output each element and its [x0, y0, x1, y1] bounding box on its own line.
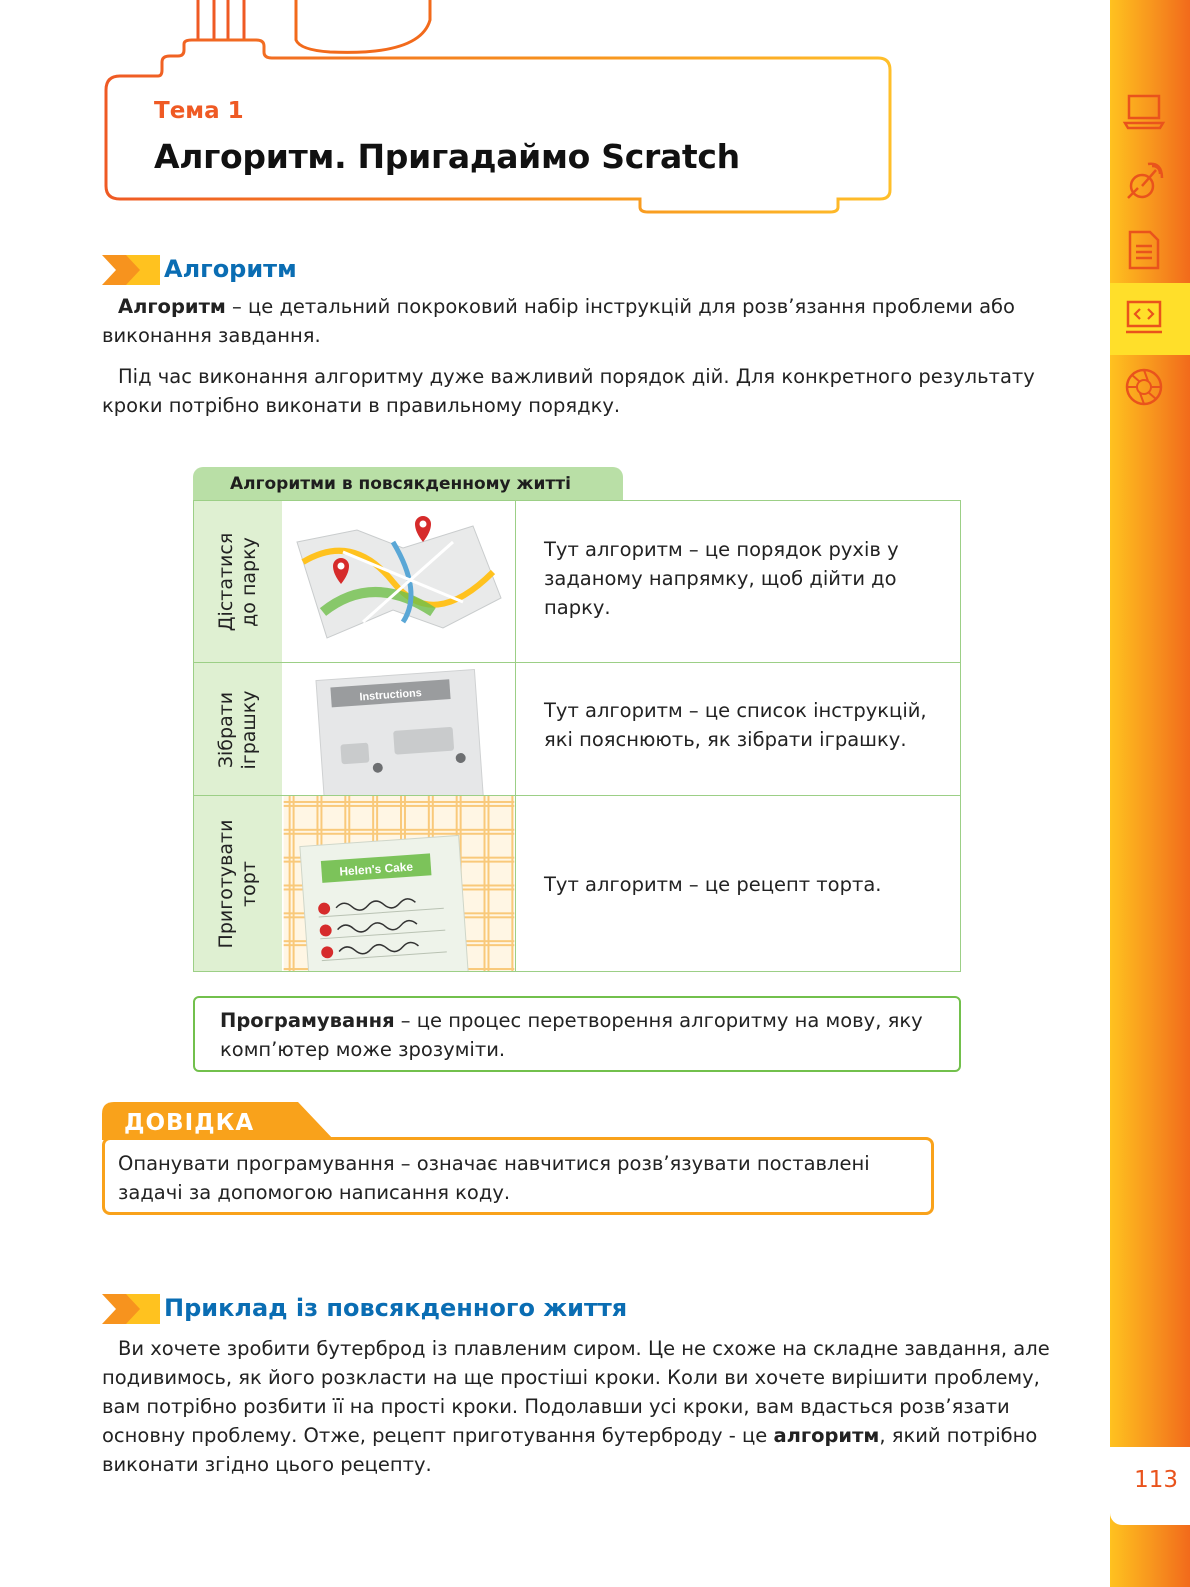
- code-icon[interactable]: [1122, 296, 1166, 340]
- row-description: Тут алгоритм – це рецепт торта.: [544, 873, 882, 896]
- table-caption: Алгоритми в повсякденному житті: [230, 474, 571, 494]
- laptop-icon[interactable]: [1122, 90, 1166, 134]
- reference-title: ДОВІДКА: [124, 1110, 255, 1136]
- satellite-icon[interactable]: [1122, 160, 1166, 204]
- reference-text: Опанувати програмування – означає навчитися розв’язувати поставлені задачі за допомогою написання коду.: [118, 1152, 870, 1204]
- term-algorithm-inline: алгоритм: [773, 1424, 880, 1447]
- table-row: [194, 795, 960, 971]
- park-map-image: [283, 501, 516, 663]
- paragraph-order: Під час виконання алгоритму дуже важливий порядок дій. Для конкретного результату кроки потрібно виконати в правильному порядку.: [102, 365, 1035, 417]
- definition-text: – це детальний покроковий набір інструкцій для розв’язання проблеми або виконання завдання.: [102, 295, 1015, 347]
- page-title: Алгоритм. Пригадаймо Scratch: [154, 137, 740, 176]
- instructions-caption: Instructions: [359, 687, 423, 704]
- term-algorithm: Алгоритм: [118, 295, 226, 318]
- camera-shutter-icon[interactable]: [1122, 365, 1166, 409]
- page-number-box: [1110, 1447, 1190, 1525]
- page-number: 113: [1134, 1467, 1178, 1493]
- row-description: Тут алгоритм – це порядок рухів у заданому напрямку, щоб дійти до парку.: [544, 538, 899, 619]
- topic-label: Тема 1: [154, 98, 244, 124]
- cake-recipe-image: [283, 796, 516, 971]
- section-flag-icon: [102, 255, 160, 285]
- row-label: Дістатися до парку: [215, 532, 260, 632]
- section-title-example: Приклад із повсякденного життя: [164, 1294, 628, 1322]
- document-icon[interactable]: [1122, 228, 1166, 272]
- programming-definition: Програмування – це процес перетворення алгоритму на мову, яку комп’ютер може зрозуміти.: [220, 1009, 923, 1061]
- toy-instructions-image: [283, 663, 516, 796]
- table-row: [194, 501, 960, 663]
- row-label: Зібрати іграшку: [215, 689, 260, 770]
- paragraph-algorithm-definition: [102, 292, 1042, 350]
- algorithms-table: [193, 500, 961, 972]
- section-title-algorithm: Алгоритм: [164, 255, 297, 283]
- header-frame: [0, 0, 900, 215]
- term-programming: Програмування: [220, 1009, 395, 1032]
- paragraph-sandwich-example: Ви хочете зробити бутерброд із плавленим сиром. Це не схоже на складне завдання, але подивимось, як його розкласти на ще простіші кроки. Коли ви хочете вирішити проблему, вам потрібно розбити її на прості кроки. Подолавши усі кроки, вам вдасться розв’язати основну проблему. Отже, рецепт приготування бутерброду - це алгоритм, який потрібно виконати згідно цього рецепту.: [102, 1337, 1050, 1476]
- table-row: [194, 662, 960, 796]
- row-description: Тут алгоритм – це список інструкцій, які пояснюють, як зібрати іграшку.: [544, 699, 927, 751]
- cake-caption: Helen's Cake: [338, 859, 414, 879]
- section-flag-icon: [102, 1294, 160, 1324]
- chapter-sidebar: [1110, 0, 1190, 1587]
- row-label: Приготувати торт: [215, 819, 260, 948]
